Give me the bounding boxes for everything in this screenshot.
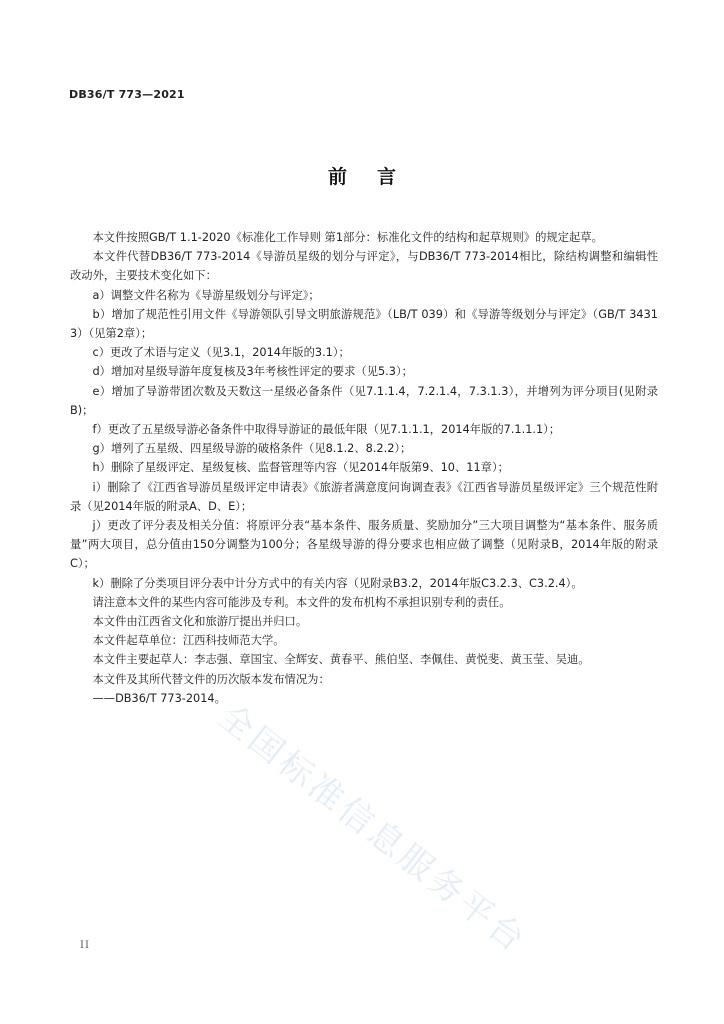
- change-item-i: i）删除了《江西省导游员星级评定申请表》《旅游者满意度问询调查表》《江西省导游员星级评定》三个规范性附录（见2014年版的附录A、D、E）；: [70, 480, 658, 513]
- paragraph-drafting-unit: 本文件起草单位：江西科技师范大学。: [92, 634, 285, 648]
- paragraph-replaces: 本文件代替DB36/T 773-2014《导游员星级的划分与评定》，与DB36/T 773-2014相比，除结构调整和编辑性改动外，主要技术变化如下：: [70, 250, 658, 283]
- paragraph-proposer: 本文件由江西省文化和旅游厅提出并归口。: [92, 615, 308, 629]
- change-item-c: c）更改了术语与定义（见3.1，2014年版的3.1）；: [92, 346, 350, 360]
- change-item-f: f）更改了五星级导游必备条件中取得导游证的最低年限（见7.1.1.1，2014年版的7.1.1.1）；: [92, 423, 561, 437]
- paragraph-patent-notice: 请注意本文件的某些内容可能涉及专利。本文件的发布机构不承担识别专利的责任。: [92, 595, 511, 609]
- change-item-j: j）更改了评分表及相关分值：将原评分表“基本条件、服务质量、奖励加分”三大项目调整为“基本条件、服务质量”两大项目，总分值由150分调整为100分；各星级导游的得分要求也相应做了调整（见附录B，2014年版的附录C）；: [70, 519, 658, 571]
- change-item-d: d）增加对星级导游年度复核及3年考核性评定的要求（见5.3）；: [92, 365, 413, 379]
- paragraph-history-item: ——DB36/T 773-2014。: [92, 691, 226, 705]
- change-item-a: a）调整文件名称为《导游星级划分与评定》；: [92, 288, 320, 302]
- watermark: 全国标准信息服务平台: [210, 696, 535, 962]
- change-item-h: h）删除了星级评定、星级复核、监督管理等内容（见2014年版第9、10、11章）；: [92, 461, 509, 475]
- change-item-k: k）删除了分类项目评分表中计分方式中的有关内容（见附录B3.2，2014年版C3.2.3、C3.2.4）。: [92, 576, 583, 590]
- paragraph-drafters: 本文件主要起草人：李志强、章国宝、全辉安、黄春平、熊伯坚、李佩佳、黄悦斐、黄玉莹、吴迪。: [92, 653, 590, 667]
- document-id: DB36/T 773—2021: [69, 88, 185, 101]
- change-item-e: e）增加了导游带团次数及天数这一星级必备条件（见7.1.1.4，7.2.1.4，7.3.1.3），并增列为评分项目(见附录B)；: [70, 384, 658, 417]
- paragraph-history: 本文件及其所代替文件的历次版本发布情况为：: [92, 672, 330, 686]
- change-item-b: b）增加了规范性引用文件《导游领队引导文明旅游规范》（LB/T 039）和《导游等级划分与评定》（GB/T 34313）（见第2章）；: [70, 307, 658, 341]
- page-number: II: [80, 940, 90, 951]
- page-title: 前言: [327, 166, 426, 188]
- body-text: [70, 228, 658, 708]
- change-item-g: g）增列了五星级、四星级导游的破格条件（见8.1.2、8.2.2）；: [92, 442, 412, 456]
- paragraph-scope: 本文件按照GB/T 1.1-2020《标准化工作导则 第1部分：标准化文件的结构和起草规则》的规定起草。: [92, 231, 603, 244]
